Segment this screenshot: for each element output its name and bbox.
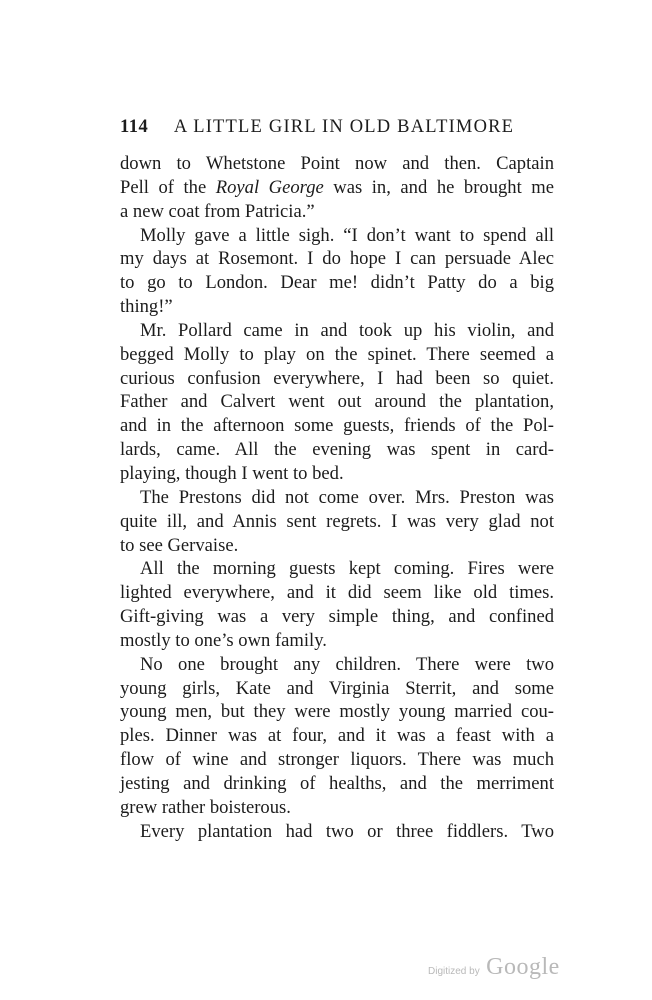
text-line: lighted everywhere, and it did seem like old times. <box>120 582 554 604</box>
text-line: Father and Calvert went out around the plantation, <box>120 391 554 413</box>
text-line: No one brought any children. There were two <box>140 653 554 675</box>
text-line: The Prestons did not come over. Mrs. Preston was <box>140 486 554 508</box>
text-line: my days at Rosemont. I do hope I can persuade Alec <box>120 248 554 270</box>
text-line: jesting and drinking of healths, and the merriment <box>120 772 554 794</box>
running-header <box>120 117 560 138</box>
text-line: young men, but they were mostly young married cou- <box>120 701 554 723</box>
text-line: young girls, Kate and Virginia Sterrit, and some <box>120 677 554 699</box>
digitized-label: Digitized by <box>428 966 480 977</box>
ship-name-italic: Royal George <box>215 176 324 198</box>
text-line: begged Molly to play on the spinet. There seemed a <box>120 343 554 365</box>
text-line <box>120 176 554 200</box>
text-line: curious confusion everywhere, I had been so quiet. <box>120 367 554 389</box>
text-line: All the morning guests kept coming. Fires were <box>140 558 554 580</box>
text-line: grew rather boisterous. <box>120 796 291 818</box>
text-line: and in the afternoon some guests, friends of the Pol- <box>120 415 554 437</box>
page-number: 114 <box>120 117 149 137</box>
text-line: a new coat from Patricia.” <box>120 200 315 222</box>
text-line: Mr. Pollard came in and took up his violin, and <box>140 319 554 341</box>
text-line: quite ill, and Annis sent regrets. I was very glad not <box>120 510 554 532</box>
body-text <box>120 152 554 843</box>
text-line: thing!” <box>120 296 173 318</box>
text-line: Every plantation had two or three fiddlers. Two <box>140 820 554 842</box>
text-segment: was in, and he brought me <box>323 176 555 198</box>
text-line: to see Gervaise. <box>120 534 239 556</box>
text-line: playing, though I went to bed. <box>120 462 344 484</box>
digitized-by-google-watermark <box>428 954 560 981</box>
text-line: Gift-giving was a very simple thing, and confined <box>120 606 554 628</box>
book-title: A LITTLE GIRL IN OLD BALTIMORE <box>173 117 515 137</box>
text-line: ples. Dinner was at four, and it was a feast with a <box>120 725 554 747</box>
text-line: down to Whetstone Point now and then. Captain <box>120 153 554 174</box>
google-logo: Google <box>486 954 560 980</box>
text-segment: Pell of the <box>120 176 216 198</box>
text-line: mostly to one’s own family. <box>120 629 327 651</box>
text-line: to go to London. Dear me! didn’t Patty do a big <box>120 272 554 294</box>
text-line: flow of wine and stronger liquors. There was much <box>120 749 554 771</box>
text-line: Molly gave a little sigh. “I don’t want to spend all <box>140 224 554 246</box>
text-line: lards, came. All the evening was spent in card- <box>120 439 554 461</box>
